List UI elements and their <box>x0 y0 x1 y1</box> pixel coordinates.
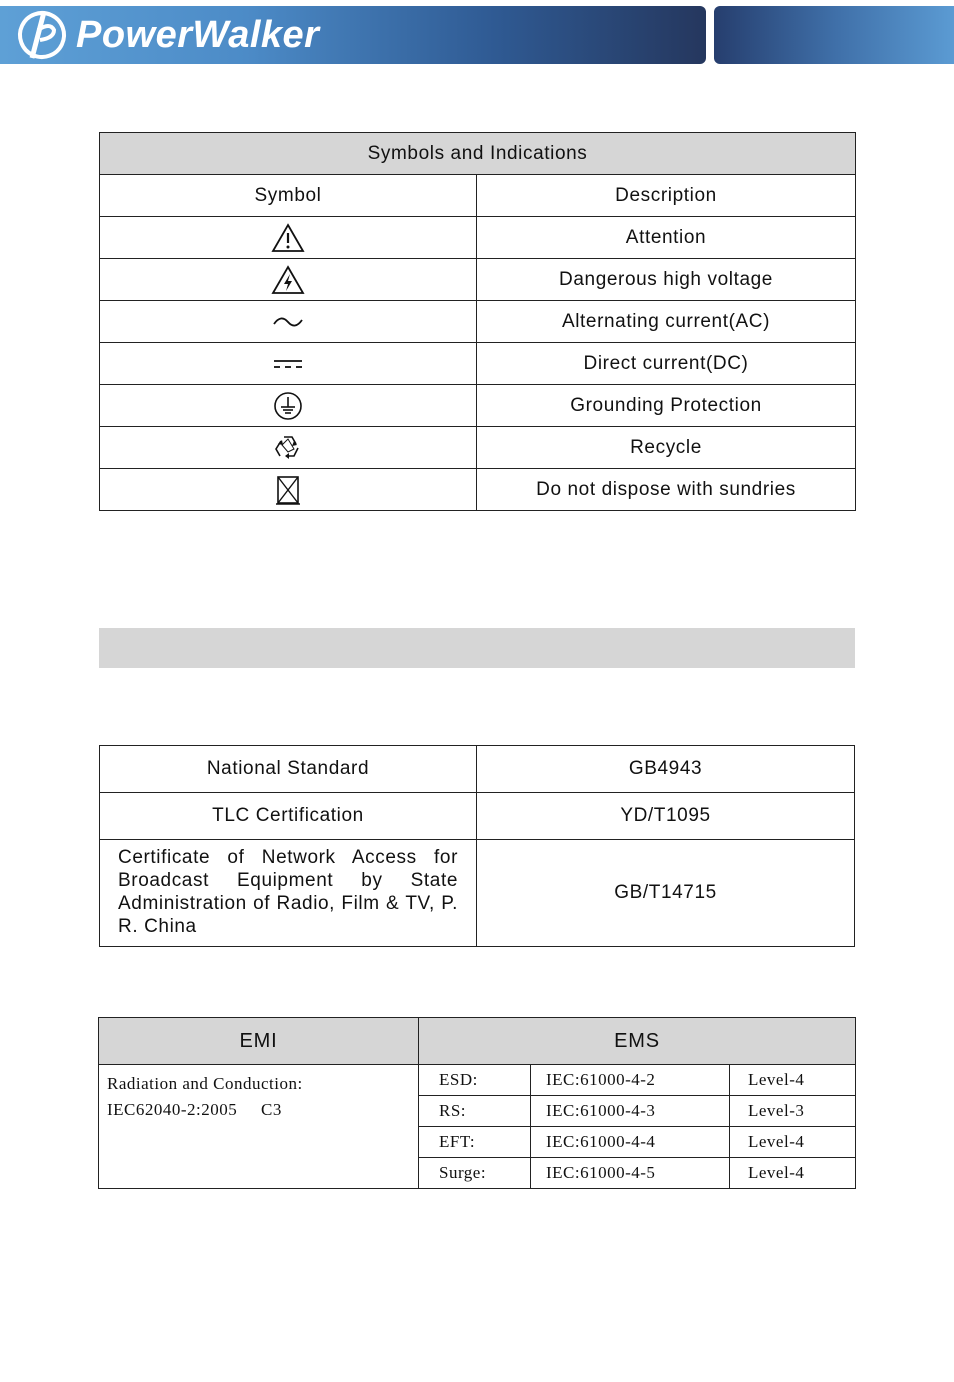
ems-test: EFT: <box>419 1127 531 1158</box>
description-ac: Alternating current(AC) <box>477 301 856 343</box>
table-row <box>100 746 855 793</box>
ems-standard: IEC:61000-4-5 <box>531 1158 730 1189</box>
table-row <box>99 1065 856 1096</box>
table-row <box>100 217 856 259</box>
standard-label: TLC Certification <box>100 793 477 840</box>
ems-standard: IEC:61000-4-3 <box>531 1096 730 1127</box>
emi-line-1: Radiation and Conduction: <box>107 1074 303 1093</box>
symbols-table-title: Symbols and Indications <box>100 133 856 175</box>
description-dc: Direct current(DC) <box>477 343 856 385</box>
ems-header: EMS <box>419 1018 856 1065</box>
brand-name: PowerWalker <box>76 13 320 56</box>
section-header-bar <box>99 628 855 668</box>
table-row <box>100 259 856 301</box>
table-row <box>100 840 855 947</box>
table-row <box>100 793 855 840</box>
table-row <box>100 427 856 469</box>
high-voltage-icon <box>271 265 305 295</box>
ems-level: Level-3 <box>730 1096 856 1127</box>
ems-test: RS: <box>419 1096 531 1127</box>
table-row <box>100 385 856 427</box>
ems-level: Level-4 <box>730 1127 856 1158</box>
header-banner-right <box>714 6 954 64</box>
powerwalker-logo-icon <box>14 8 70 62</box>
description-column-header: Description <box>477 175 856 217</box>
grounding-icon <box>272 390 304 422</box>
symbols-table <box>99 132 856 511</box>
brand-logo <box>14 8 319 62</box>
ac-icon <box>271 312 305 332</box>
symbol-column-header: Symbol <box>100 175 477 217</box>
standard-value: GB4943 <box>477 746 855 793</box>
table-row <box>100 343 856 385</box>
description-recycle: Recycle <box>477 427 856 469</box>
standard-value: GB/T14715 <box>477 840 855 947</box>
ems-standard: IEC:61000-4-4 <box>531 1127 730 1158</box>
standard-value: YD/T1095 <box>477 793 855 840</box>
emi-line-2: IEC62040-2:2005 C3 <box>107 1100 282 1119</box>
description-attention: Attention <box>477 217 856 259</box>
standards-table <box>99 745 855 947</box>
description-do-not-dispose: Do not dispose with sundries <box>477 469 856 511</box>
ems-test: ESD: <box>419 1065 531 1096</box>
attention-icon <box>271 223 305 253</box>
crossed-bin-icon <box>274 474 302 506</box>
emc-table <box>98 1017 856 1189</box>
ems-test: Surge: <box>419 1158 531 1189</box>
description-high-voltage: Dangerous high voltage <box>477 259 856 301</box>
ems-level: Level-4 <box>730 1158 856 1189</box>
standard-label: National Standard <box>100 746 477 793</box>
emi-header: EMI <box>99 1018 419 1065</box>
dc-icon <box>271 356 305 372</box>
table-row <box>100 469 856 511</box>
recycle-icon <box>272 433 304 463</box>
ems-standard: IEC:61000-4-2 <box>531 1065 730 1096</box>
ems-level: Level-4 <box>730 1065 856 1096</box>
table-row <box>100 301 856 343</box>
description-grounding: Grounding Protection <box>477 385 856 427</box>
standard-label: Certificate of Network Access for Broadcast Equipment by State Administration of Radio, Film & TV, P. R. China <box>118 847 458 937</box>
